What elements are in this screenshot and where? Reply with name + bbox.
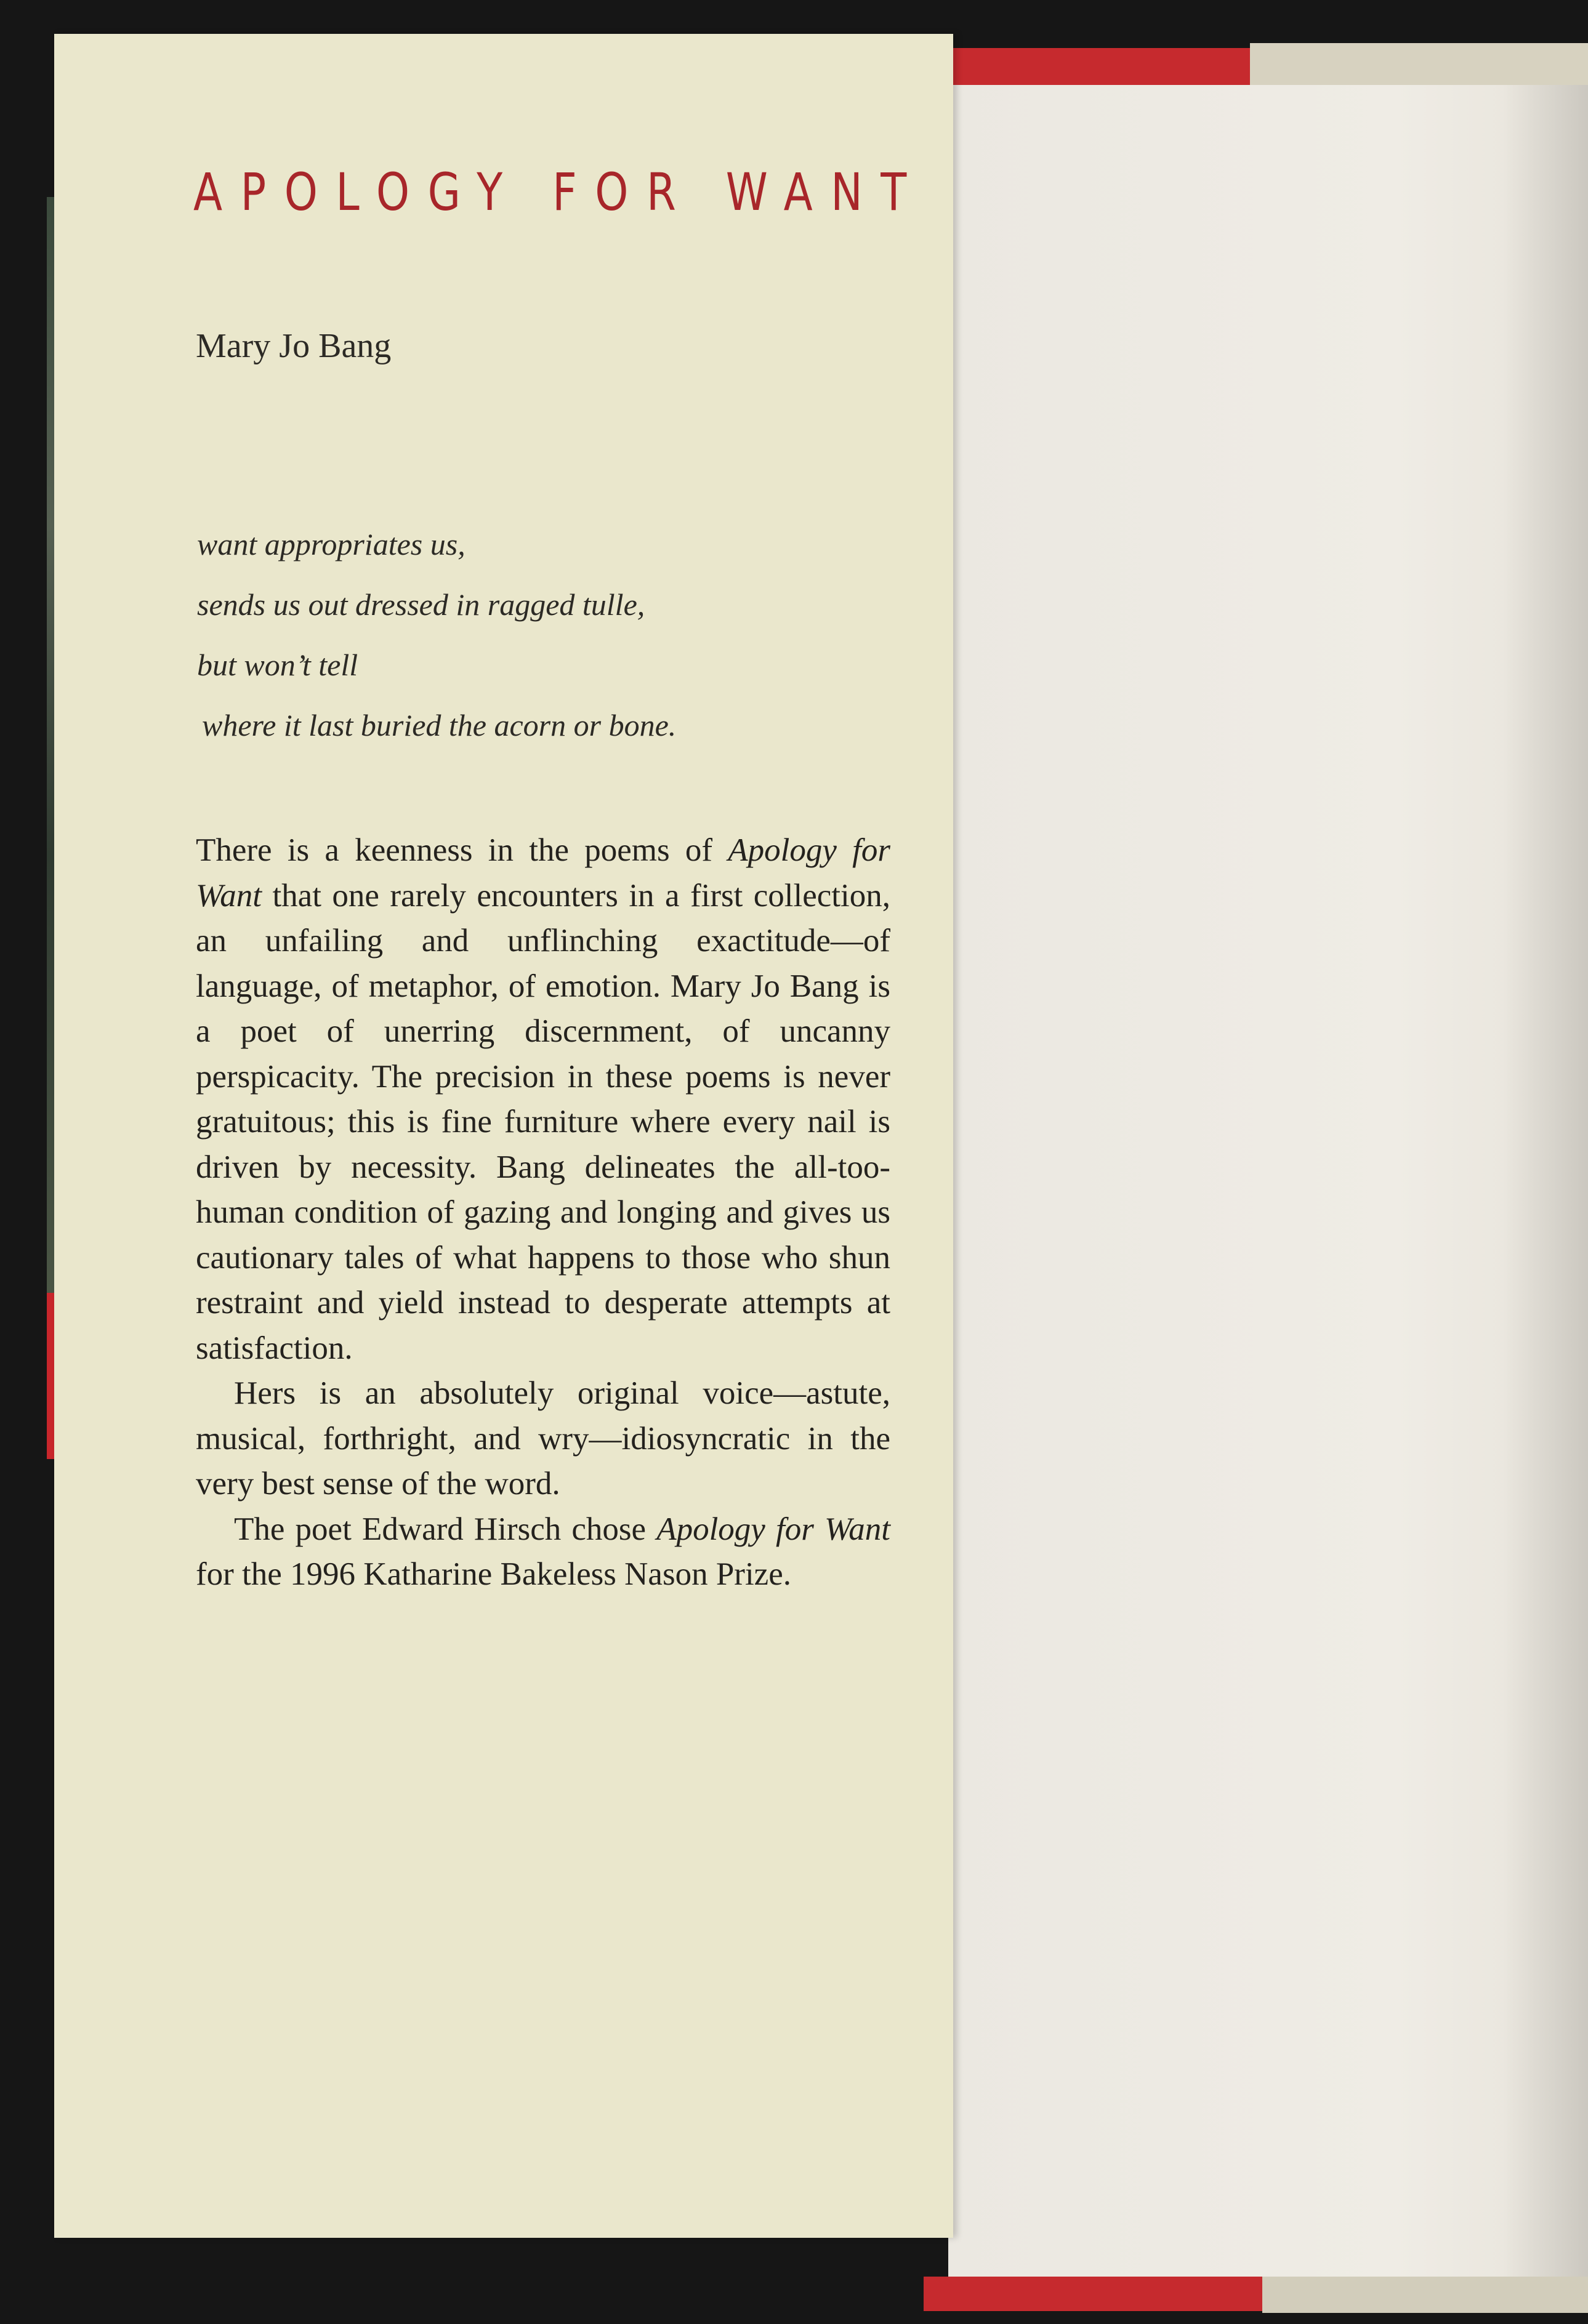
blurb-text: that one rarely encounters in a first collection, an unfailing and unflinching exactitude—of language, of metaphor, of emotion. Mary Jo Bang is a poet of unerring discernment, of uncanny perspicacity. The precision in these poems is never gratuitous; this is fine furniture where every nail is driven by necessity. Bang delineates the all-too-human condition of gazing and longing and gives us cautionary tales of what happens to those who shun restraint and yield instead to desperate attempts at satisfaction. [196, 877, 890, 1366]
red-cloth-strip-bottom [924, 2277, 1268, 2311]
epigraph-line: but won’t tell [197, 648, 358, 682]
flap-blurb [196, 828, 890, 1598]
jacket-flap [54, 34, 953, 2238]
epigraph-line: want appropriates us, [197, 527, 466, 561]
book-author: Mary Jo Bang [196, 327, 392, 365]
book-title: APOLOGY FOR WANT [193, 162, 925, 222]
epigraph [197, 514, 676, 755]
red-cloth-strip-top [924, 48, 1256, 86]
book-title-italic: Apology for Want [196, 832, 890, 914]
blurb-paragraph [196, 1507, 890, 1598]
blurb-text: for the 1996 Katharine Bakeless Nason Prize. [196, 1556, 791, 1592]
blurb-text: There is a keenness in the poems of [196, 832, 728, 868]
epigraph-line: where it last buried the acorn or bone. [202, 708, 677, 742]
blurb-paragraph: Hers is an absolutely original voice—astute, musical, forthright, and wry—idiosyncratic in the very best sense of the word. [196, 1375, 890, 1502]
spine-shadow [1502, 85, 1588, 2277]
blurb-text: The poet Edward Hirsch chose [234, 1511, 657, 1547]
book-title-italic: Apology for Want [656, 1511, 890, 1547]
epigraph-line: sends us out dressed in ragged tulle, [197, 587, 645, 622]
blurb-paragraph [196, 828, 890, 1371]
back-endpaper [948, 85, 1588, 2277]
binding-cloth-top [1250, 43, 1588, 87]
binding-cloth-bottom [1262, 2275, 1588, 2313]
